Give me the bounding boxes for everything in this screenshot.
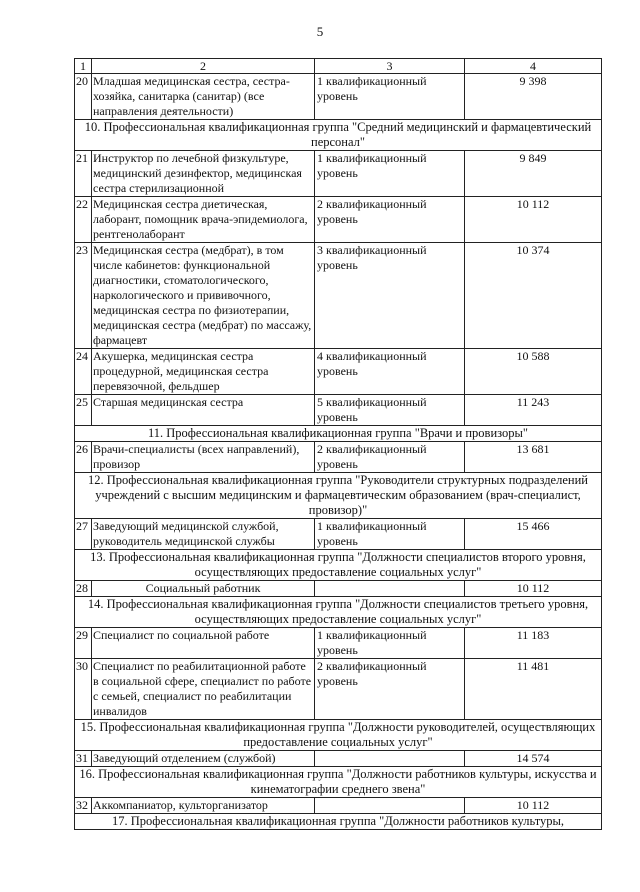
group-heading-row — [75, 473, 602, 519]
salary-value: 13 681 — [465, 442, 602, 473]
qualification-level: 3 квалификационный уровень — [315, 243, 465, 349]
qualification-level — [315, 751, 465, 767]
row-number: 28 — [75, 581, 92, 597]
salary-value: 15 466 — [465, 519, 602, 550]
group-heading-row — [75, 720, 602, 751]
position-name: Акушерка, медицинская сестра процедурной, медицинская сестра перевязочной, фельдшер — [92, 349, 315, 395]
salary-value: 10 588 — [465, 349, 602, 395]
salary-value: 10 112 — [465, 581, 602, 597]
row-number: 29 — [75, 628, 92, 659]
group-heading-row — [75, 767, 602, 798]
group-heading-row — [75, 597, 602, 628]
salary-value: 9 398 — [465, 74, 602, 120]
row-number: 30 — [75, 659, 92, 720]
qualification-level — [315, 581, 465, 597]
header-row — [75, 59, 602, 74]
salary-table — [74, 58, 602, 830]
position-name: Старшая медицинская сестра — [92, 395, 315, 426]
salary-value: 10 112 — [465, 197, 602, 243]
table-row — [75, 395, 602, 426]
table-row — [75, 151, 602, 197]
row-number: 27 — [75, 519, 92, 550]
table-row — [75, 442, 602, 473]
header-cell-3: 3 — [315, 59, 465, 74]
position-name: Аккомпаниатор, культорганизатор — [92, 798, 315, 814]
salary-value: 10 112 — [465, 798, 602, 814]
salary-value: 9 849 — [465, 151, 602, 197]
position-name: Специалист по социальной работе — [92, 628, 315, 659]
qualification-level: 1 квалификационный уровень — [315, 519, 465, 550]
group-heading-row — [75, 120, 602, 151]
group-heading-row — [75, 550, 602, 581]
qualification-level: 2 квалификационный уровень — [315, 659, 465, 720]
row-number: 31 — [75, 751, 92, 767]
qualification-level — [315, 798, 465, 814]
table-row — [75, 581, 602, 597]
position-name: Инструктор по лечебной физкультуре, медицинский дезинфектор, медицинская сестра стерилизационной — [92, 151, 315, 197]
row-number: 26 — [75, 442, 92, 473]
table-row — [75, 197, 602, 243]
table-row — [75, 628, 602, 659]
qualification-level: 1 квалификационный уровень — [315, 74, 465, 120]
qualification-level: 1 квалификационный уровень — [315, 151, 465, 197]
group-heading: 12. Профессиональная квалификационная группа "Руководители структурных подразделений учреждений с высшим медицинским и фармацевтическим образованием (врач-специалист, провизор)" — [75, 473, 602, 519]
row-number: 25 — [75, 395, 92, 426]
salary-value: 11 243 — [465, 395, 602, 426]
group-heading: 15. Профессиональная квалификационная группа "Должности руководителей, осуществляющих предоставление социальных услуг" — [75, 720, 602, 751]
table-row — [75, 519, 602, 550]
row-number: 24 — [75, 349, 92, 395]
position-name: Медицинская сестра (медбрат), в том числе кабинетов: функциональной диагностики, стоматологического, наркологического и прививочного, медицинская сестра по физиотерапии, медицинская сестра (медбрат) по массажу, фармацевт — [92, 243, 315, 349]
position-name: Социальный работник — [92, 581, 315, 597]
row-number: 22 — [75, 197, 92, 243]
qualification-level: 2 квалификационный уровень — [315, 442, 465, 473]
position-name: Заведующий отделением (службой) — [92, 751, 315, 767]
group-heading: 14. Профессиональная квалификационная группа "Должности специалистов третьего уровня, осуществляющих предоставление социальных услуг" — [75, 597, 602, 628]
salary-value: 11 183 — [465, 628, 602, 659]
header-cell-4: 4 — [465, 59, 602, 74]
header-cell-1: 1 — [75, 59, 92, 74]
qualification-level: 2 квалификационный уровень — [315, 197, 465, 243]
position-name: Заведующий медицинской службой, руководитель медицинской службы — [92, 519, 315, 550]
group-heading: 17. Профессиональная квалификационная группа "Должности работников культуры, — [75, 814, 602, 830]
table-row — [75, 74, 602, 120]
table-row — [75, 243, 602, 349]
group-heading: 16. Профессиональная квалификационная группа "Должности работников культуры, искусства и кинематографии среднего звена" — [75, 767, 602, 798]
table-row — [75, 349, 602, 395]
position-name: Врачи-специалисты (всех направлений), провизор — [92, 442, 315, 473]
salary-value: 10 374 — [465, 243, 602, 349]
salary-value: 11 481 — [465, 659, 602, 720]
position-name: Специалист по реабилитационной работе в социальной сфере, специалист по работе с семьей, специалист по реабилитации инвалидов — [92, 659, 315, 720]
salary-value: 14 574 — [465, 751, 602, 767]
group-heading: 11. Профессиональная квалификационная группа "Врачи и провизоры" — [75, 426, 602, 442]
group-heading-row — [75, 426, 602, 442]
table-row — [75, 751, 602, 767]
row-number: 23 — [75, 243, 92, 349]
position-name: Медицинская сестра диетическая, лаборант, помощник врача-эпидемиолога, рентгенолаборант — [92, 197, 315, 243]
table-row — [75, 798, 602, 814]
group-heading-row — [75, 814, 602, 830]
position-name: Младшая медицинская сестра, сестра-хозяйка, санитарка (санитар) (все направления деятельности) — [92, 74, 315, 120]
row-number: 32 — [75, 798, 92, 814]
table-row — [75, 659, 602, 720]
qualification-level: 1 квалификационный уровень — [315, 628, 465, 659]
row-number: 20 — [75, 74, 92, 120]
group-heading: 10. Профессиональная квалификационная группа "Средний медицинский и фармацевтический персонал" — [75, 120, 602, 151]
header-cell-2: 2 — [92, 59, 315, 74]
qualification-level: 5 квалификационный уровень — [315, 395, 465, 426]
page-number: 5 — [316, 24, 324, 39]
row-number: 21 — [75, 151, 92, 197]
qualification-level: 4 квалификационный уровень — [315, 349, 465, 395]
group-heading: 13. Профессиональная квалификационная группа "Должности специалистов второго уровня, осуществляющих предоставление социальных услуг" — [75, 550, 602, 581]
